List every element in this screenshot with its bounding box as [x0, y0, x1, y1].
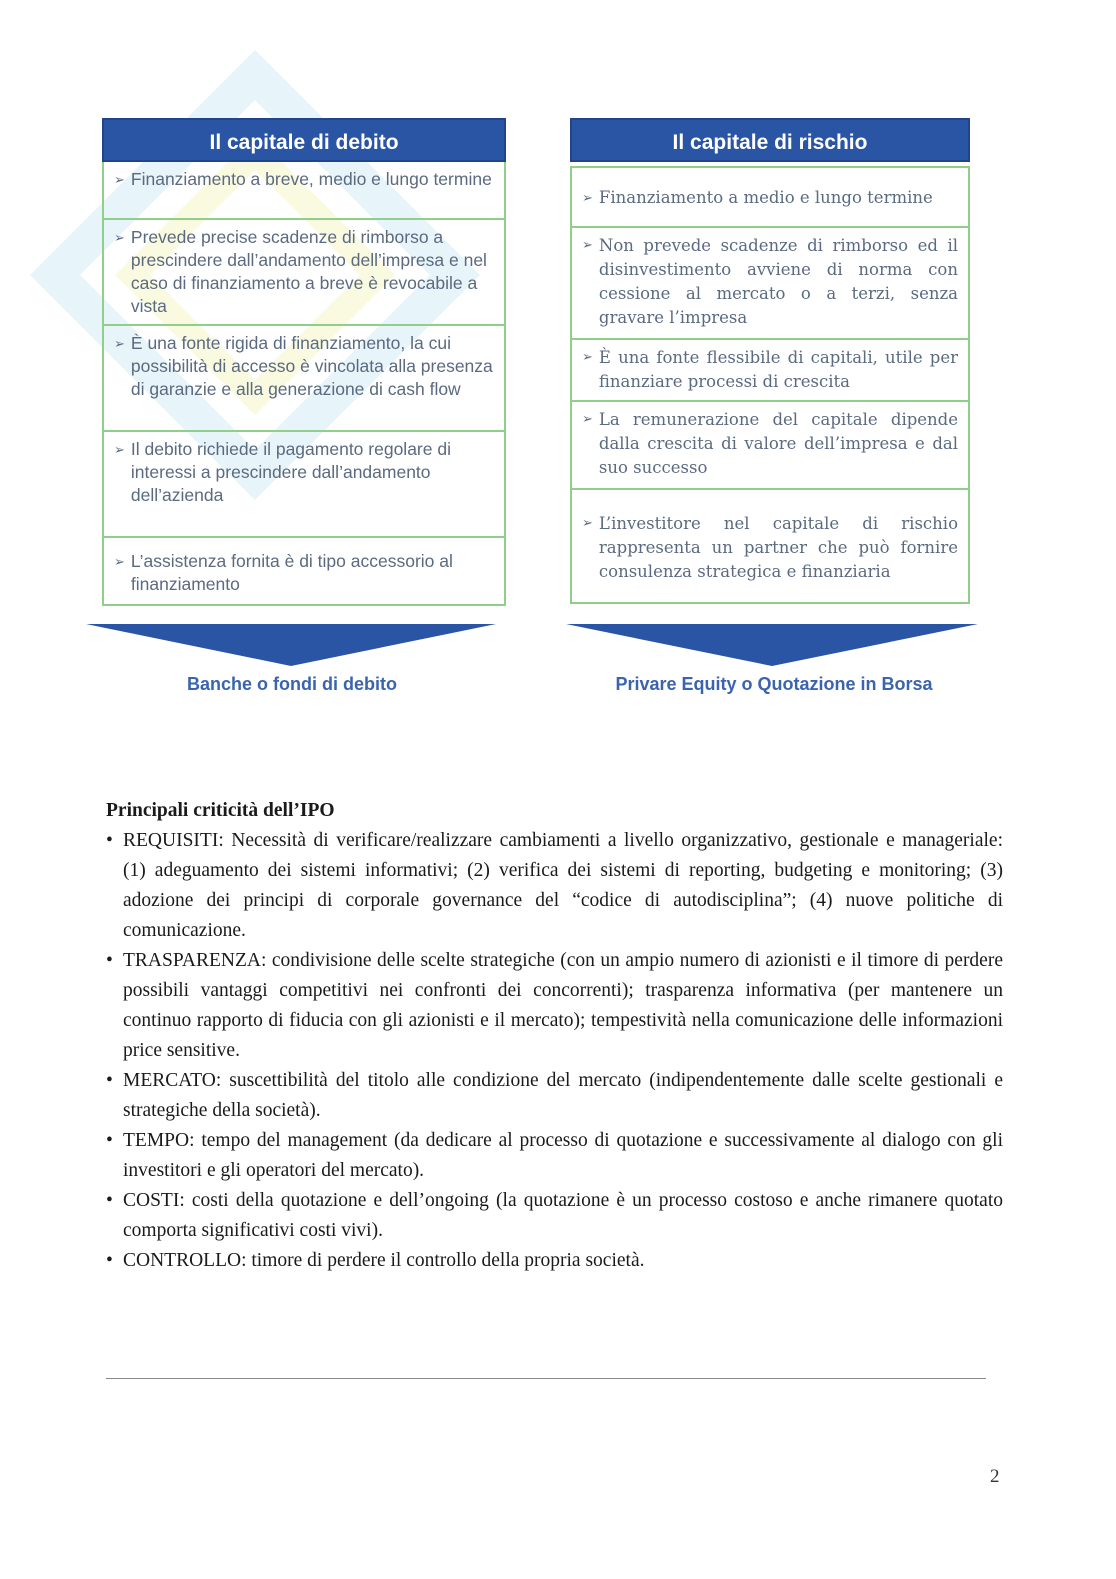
- debt-capital-header: Il capitale di debito: [102, 118, 506, 162]
- debt-item: ➢ Prevede precise scadenze di rimborso a prescindere dall’andamento dell’impresa e nel caso di finanziamento a breve è revocabile a vista: [102, 220, 506, 326]
- bullet-icon: •: [106, 950, 113, 971]
- arrow-bullet-icon: ➢: [582, 516, 593, 531]
- debt-item: ➢ È una fonte rigida di finanziamento, la cui possibilità di accesso è vincolata alla presenza di garanzie e alla generazione di cash flow: [102, 326, 506, 432]
- list-item: • TRASPARENZA: condivisione delle scelte strategiche (con un ampio numero di azionisti e il timore di perdere possibili vantaggi competitivi nei confronti dei concorrenti); trasparenza informativa (per mantenere un continuo rapporto di fiducia con gli azionisti e il mercato); tempestività nella comunicazione delle informazioni price sensitive.: [106, 946, 1003, 1066]
- ipo-criticalities-section: [106, 796, 1003, 1276]
- arrow-bullet-icon: ➢: [114, 230, 125, 245]
- arrow-bullet-icon: ➢: [582, 412, 593, 427]
- debt-down-arrow: [86, 624, 496, 668]
- list-item: • REQUISITI: Necessità di verificare/realizzare cambiamenti a livello organizzativo, gestionale e manageriale: (1) adeguamento dei sistemi informativi; (2) verifica dei sistemi di reporting, budgeting e monitoring; (3) adozione dei principi di corporale governance del “codice di autodisciplina”; (4) nuove politiche di comunicazione.: [106, 826, 1003, 946]
- list-item: • TEMPO: tempo del management (da dedicare al processo di quotazione e successivamente al dialogo con gli investitori e gli operatori del mercato).: [106, 1126, 1003, 1186]
- debt-item: ➢ Il debito richiede il pagamento regolare di interessi a prescindere dall’andamento dell’azienda: [102, 432, 506, 538]
- equity-item: ➢ Non prevede scadenze di rimborso ed il disinvestimento avviene di norma con cessione al mercato o a terzi, senza gravare l’impresa: [570, 228, 970, 340]
- bullet-icon: •: [106, 1130, 113, 1151]
- equity-source-label: Privare Equity o Quotazione in Borsa: [615, 674, 933, 694]
- arrow-bullet-icon: ➢: [114, 554, 125, 569]
- debt-capital-column: [102, 118, 506, 606]
- arrow-bullet-icon: ➢: [114, 336, 125, 351]
- arrow-bullet-icon: ➢: [582, 190, 593, 206]
- debt-source-label: Banche o fondi di debito: [187, 674, 397, 694]
- footer-divider: [106, 1378, 986, 1379]
- bullet-icon: •: [106, 1070, 113, 1091]
- list-item: • COSTI: costi della quotazione e dell’ongoing (la quotazione è un processo costoso e anche rimanere quotato comporta significativi costi vivi).: [106, 1186, 1003, 1246]
- equity-item: ➢ La remunerazione del capitale dipende dalla crescita di valore dell’impresa e dal suo successo: [570, 402, 970, 490]
- debt-item: ➢ Finanziamento a breve, medio e lungo termine: [102, 162, 506, 220]
- page-number: 2: [990, 1466, 1000, 1487]
- bullet-icon: •: [106, 1250, 113, 1271]
- equity-item: ➢ Finanziamento a medio e lungo termine: [570, 166, 970, 228]
- list-item: • MERCATO: suscettibilità del titolo alle condizione del mercato (indipendentemente dalle scelte gestionali e strategiche della società).: [106, 1066, 1003, 1126]
- bullet-icon: •: [106, 1190, 113, 1211]
- bullet-icon: •: [106, 830, 113, 851]
- debt-item: ➢ L’assistenza fornita è di tipo accessorio al finanziamento: [102, 538, 506, 606]
- arrow-bullet-icon: ➢: [114, 172, 125, 187]
- equity-capital-header: Il capitale di rischio: [570, 118, 970, 162]
- equity-item: ➢ È una fonte flessibile di capitali, utile per finanziare processi di crescita: [570, 340, 970, 402]
- section-title: Principali criticità dell’IPO: [106, 800, 335, 821]
- arrow-bullet-icon: ➢: [114, 442, 125, 457]
- equity-capital-column: [570, 118, 970, 604]
- arrow-bullet-icon: ➢: [582, 350, 593, 365]
- equity-item: ➢ L’investitore nel capitale di rischio rappresenta un partner che può fornire consulenza strategica e finanziaria: [570, 490, 970, 604]
- list-item: • CONTROLLO: timore di perdere il controllo della propria società.: [106, 1246, 1003, 1276]
- equity-down-arrow: [566, 624, 978, 668]
- arrow-bullet-icon: ➢: [582, 238, 593, 253]
